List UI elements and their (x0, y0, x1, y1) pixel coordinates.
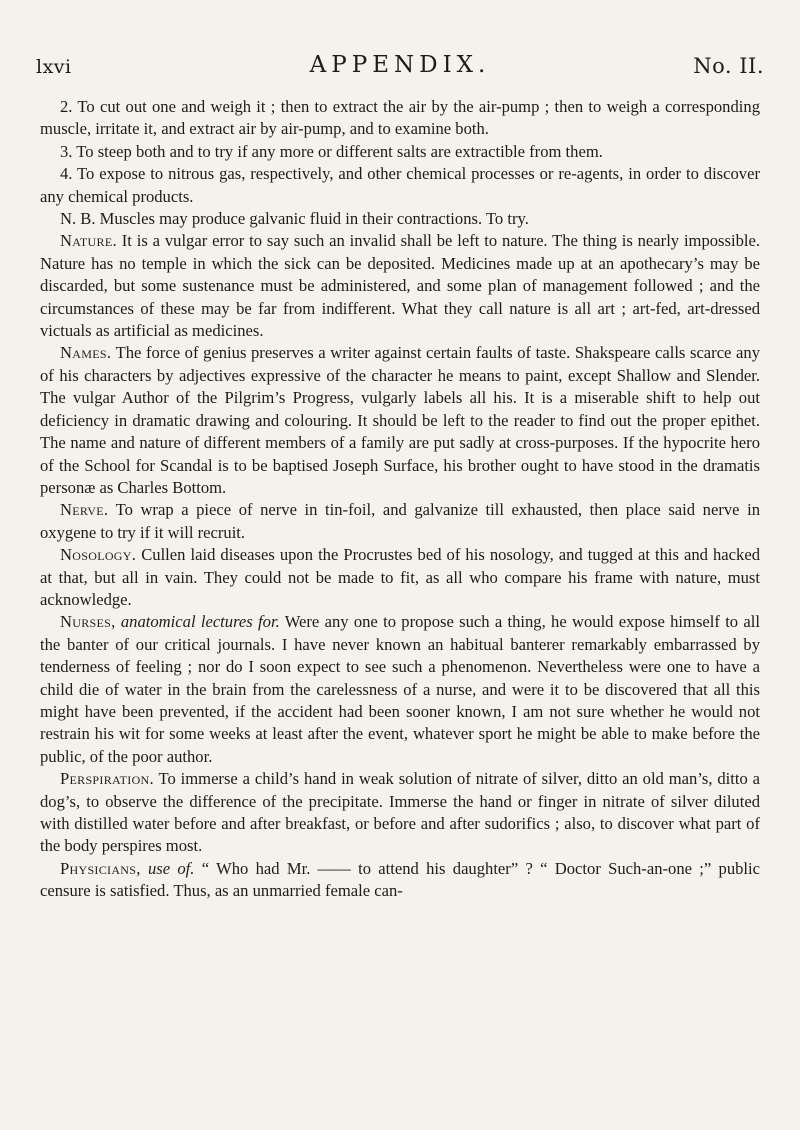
paragraph (40, 342, 760, 499)
paragraph (40, 141, 760, 163)
body-text (40, 96, 760, 903)
paragraph-text: To wrap a piece of nerve in tin-foil, and galvanize till exhausted, then place said nerve in oxygene to try if it will recruit. (40, 500, 760, 542)
page-title: APPENDIX. (309, 52, 491, 78)
paragraph (40, 768, 760, 858)
paragraph-text: 3. To steep both and to try if any more or different salts are extractible from them. (60, 141, 603, 161)
paragraph (40, 611, 760, 768)
entry-head: Physicians, (60, 858, 141, 878)
paragraph (40, 230, 760, 342)
paragraph (40, 96, 760, 141)
entry-head: Nerve. (60, 500, 109, 520)
paragraph-text: Cullen laid diseases upon the Procrustes bed of his nosology, and tugged at this and hacked at that, but all in vain. They could not be made to fit, as all who compare his frame with nature, must acknowledge. (40, 545, 760, 609)
paragraph-text: “ Who had Mr. —— to attend his daughter” ? “ Doctor Such-an-one ;” public censure is satisfied. Thus, as an unmarried female can- (40, 858, 760, 901)
paragraph (40, 858, 760, 903)
entry-subhead: anatomical lectures for. (115, 612, 280, 632)
paragraph-text: 2. To cut out one and weigh it ; then to extract the air by the air-pump ; then to weigh a corresponding muscle, irritate it, and extract air by air-pump, and to examine both. (40, 97, 760, 139)
entry-head: Nature. (60, 231, 117, 251)
section-number: No. II. (693, 54, 764, 78)
paragraph-text: Were any one to propose such a thing, he would expose himself to all the banter of our critical journals. I have never known an habitual banterer remarkably embarrassed by tenderness of feeling ; nor do I soon expect to see such a phenomenon. Nevertheless were one to have a child die of water in the brain from the carelessness of a nurse, and were it to be discovered that all this might have been prevented, if the accident had been sooner known, I am not sure whether he would not restrain his wit for some weeks at least after the event, whatever sport he might be able to make before the public, of the poor author. (40, 612, 760, 766)
entry-head: Names. (60, 343, 112, 363)
entry-head: Perspiration. (60, 769, 154, 789)
entry-head: Nosology. (60, 545, 137, 565)
paragraph (40, 208, 760, 230)
running-header (36, 52, 764, 82)
entry-subhead: use of. (140, 858, 195, 878)
paragraph-text: N. B. Muscles may produce galvanic fluid in their contractions. To try. (60, 209, 529, 229)
paragraph (40, 499, 760, 544)
paragraph-text: The force of genius preserves a writer against certain faults of taste. Shakspeare calls scarce any of his characters by adjectives expressive of the character he means to paint, except Shallow and Slender. The vulgar Author of the Pilgrim’s Progress, vulgarly labels all his. It is a miserable shift to help out deficiency in dramatic drawing and colouring. It should be left to the reader to find out the proper epithet. The name and nature of different members of a family are put sadly at cross-purposes. If the hypocrite hero of the School for Scandal is to be baptised Joseph Surface, his brother ought to have stood in the dramatis personæ as Charles Bottom. (40, 343, 760, 497)
paragraph (40, 163, 760, 208)
paragraph-text: To immerse a child’s hand in weak solution of nitrate of silver, ditto an old man’s, ditto a dog’s, to observe the difference of the precipitate. Immerse the hand or finger in nitrate of silver diluted with distilled water before and after breakfast, or before and after sudorifics ; also, to discover what part of the body perspires most. (40, 769, 760, 856)
paragraph-text: 4. To expose to nitrous gas, respectively, and other chemical processes or re-agents, in order to discover any chemical products. (40, 164, 760, 206)
page-number: lxvi (36, 56, 72, 78)
paragraph (40, 544, 760, 611)
paragraph-text: It is a vulgar error to say such an invalid shall be left to nature. The thing is nearly impossible. Nature has no temple in which the sick can be deposited. Medicines made up at an apothecary’s may be discarded, but some sustenance must be administered, and some plan of management followed ; and the circumstances of these may be far from indifferent. What they call nature is all art ; art-fed, art-dressed victuals as artificial as medicines. (40, 231, 760, 341)
entry-head: Nurses, (60, 612, 116, 632)
